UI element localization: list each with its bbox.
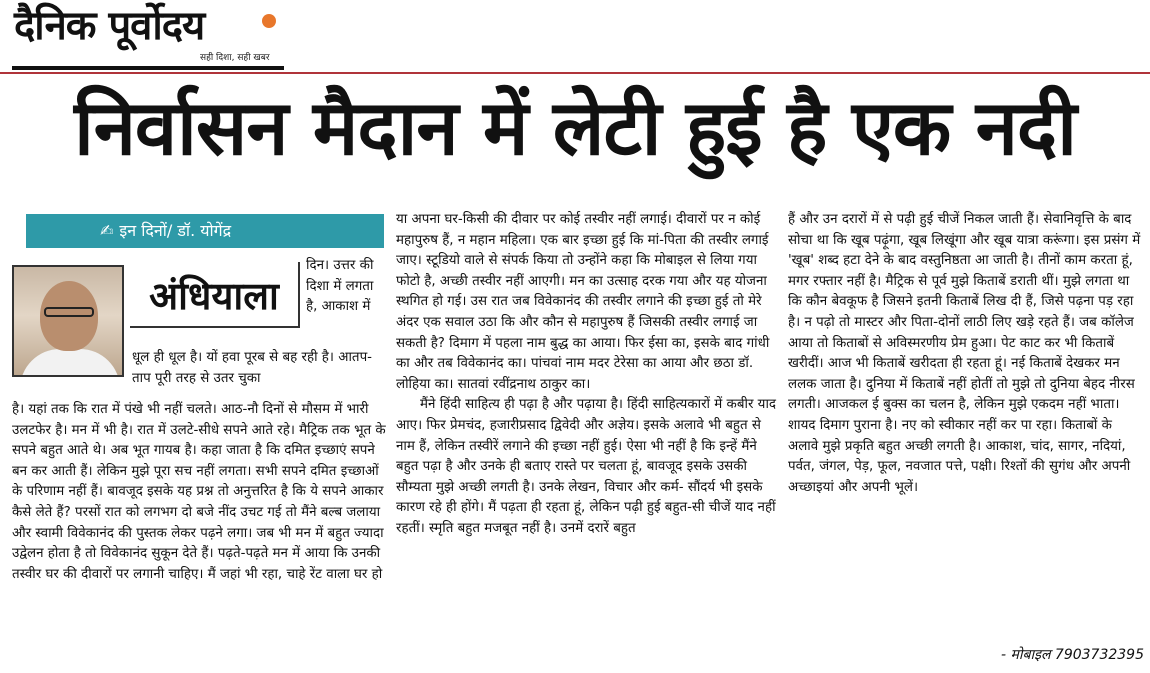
byline-text: इन दिनों/ डॉ. योगेंद्र — [119, 221, 232, 240]
article-paragraph: हैं और उन दरारों में से पढ़ी हुई चीजें निकल जाती हैं। सेवानिवृत्ति के बाद सोचा था कि खूब पढ़ूंगा, खूब लिखूंगा और खूब यात्रा करूंगा। इस प्रसंग में 'खूब' शब्द हटा देने के बाद वस्तुनिष्ठता आ जाती है। तीनों काम करता हूं, मगर रफ्तार नहीं है। मैट्रिक से पूर्व मुझे किताबें डराती थीं। मुझे लगता था कि कौन बेवकूफ है जिसने इतनी किताबें लिख दी हैं, जिसे पढ़ना पड़ रहा है। न पढ़ो तो मास्टर और पिता-दोनों लाठी लिए खड़े रहते हैं। जब कॉलेज आया तो किताबों से अविस्मरणीय प्रेम हुआ। पेट काट कर भी किताबें खरीदीं। आज भी किताबें खरीदता ही रहता हूं। नई किताबें देखकर मन ललक जाता है। दुनिया में किताबें नहीं होतीं तो मुझे तो दुनिया बेहद नीरस लगती। आजकल ई बुक्स का चलन है, लेकिन मुझे एकदम नहीं भाता। शायद दिमाग पुराना है। नए को स्वीकार नहीं कर पा रहा। किताबों के अलावे मुझे प्रकृति बहुत अच्छी लगती है। आकाश, चांद, सागर, नदियां, पर्वत, जंगल, पेड़, फूल, नवजात पत्ते, पक्षी। रिश्तों की सुगंध और अपनी अच्छाइयां और अपनी भूलें। — [788, 212, 1141, 495]
author-photo — [12, 265, 124, 377]
pen-icon: ✍ — [100, 221, 114, 240]
logo-tagline: सही दिशा, सही खबर — [200, 53, 270, 63]
masthead — [0, 0, 1150, 74]
column-title-underline — [130, 326, 300, 328]
author-contact: - मोबाइल 7903732395 — [1000, 647, 1144, 663]
article-col3 — [788, 210, 1146, 498]
byline-bar — [26, 214, 384, 248]
column-title-rule — [298, 262, 300, 328]
headline: निर्वासन मैदान में लेटी हुई है एक नदी — [74, 83, 1076, 172]
article-col2 — [396, 210, 778, 540]
article-col1-rest: है। यहां तक कि रात में पंखे भी नहीं चलते। आठ-नौ दिनों से मौसम में भारी उलटफेर है। मन में भी है। रात में उलटे-सीधे सपने आते रहे। मैट्रिक तक भूत के सपने बहुत आते थे। अब भूत गायब है। कहा जाता है कि दमित इच्छाएं सपने बन कर आती हैं। लेकिन मुझे पूरा सच नहीं लगता। सभी सपने दमित इच्छाओं के परिणाम नहीं हैं। बावजूद इसके यह प्रश्न तो अनुत्तरित है कि ये सपने आकार कैसे लेते हैं? परसों रात को लगभग दो बजे नींद उचट गई तो मैंने बल्ब जलाया और स्वामी विवेकानंद की पुस्तक लेकर पढ़ने लगा। जब भी मन में बहुत ज्यादा उद्वेलन होता है तो विवेकानंद सुकून देते हैं। पढ़ते-पढ़ते मन में आया कि उनकी तस्वीर घर की दीवारों पर लगानी चाहिए। मैं जहां भी रहा, चाहे रेंट वाला घर हो — [12, 402, 386, 582]
logo-underline — [12, 66, 284, 70]
masthead-rule — [0, 72, 1150, 74]
column-title: अंधियाला — [149, 274, 279, 318]
article-paragraph: मैंने हिंदी साहित्य ही पढ़ा है और पढ़ाया है। हिंदी साहित्यकारों में कबीर याद आए। फिर प्रेमचंद, हजारीप्रसाद द्विवेदी और अज्ञेय। इसके अलावे भी बहुत से नाम हैं, लेकिन तस्वीरें लगाने की इच्छा नहीं हुई। ऐसा भी नहीं है कि इन्हें मैंने बहुत पढ़ा है और उनके ही बताए रास्ते पर चलता हूं, बावजूद इसके उसकी सौम्यता मुझे अच्छी लगती है। उनके लेखन, विचार और कर्म- सौंदर्य भी इसके कारण रहे ही होंगे। मैं पढ़ता ही रहता हूं, लेकिन पढ़ी हुई बहुत-सी चीजें याद नहीं रहतीं। स्मृति बहुत मजबूत नहीं है। उनमें दरारें बहुत — [396, 397, 777, 536]
article-col1-top: दिन। उत्तर की दिशा में लगता है, आकाश में — [306, 258, 374, 315]
article-col1-mid: धूल ही धूल है। यों हवा पूरब से बह रही है। आतप-ताप पूरी तरह से उतर चुका — [132, 350, 373, 386]
newspaper-logo: दैनिक पूर्वोदय — [14, 3, 205, 49]
logo-sun-icon — [262, 14, 276, 28]
article-paragraph: या अपना घर-किसी की दीवार पर कोई तस्वीर नहीं लगाई। दीवारों पर न कोई महापुरुष हैं, न महान महिला। एक बार इच्छा हुई कि मां-पिता की तस्वीर लगाई जाए। स्टूडियो वाले से संपर्क किया तो उन्होंने कहा कि मोबाइल से लिया गया फोटो है, अच्छी तस्वीर नहीं आएगी। मन का उत्साह दरक गया और यह योजना स्थगित हो गई। उस रात जब विवेकानंद की तस्वीर लगाने की इच्छा हुई तो मेरे अंदर एक सवाल उठा कि और कौन से महापुरुष हैं जिसकी तस्वीर लगाई जा सकती है? दिमाग में पहला नाम बुद्ध का आया। फिर ईसा का, इसके बाद गांधी का और तब विवेकानंद का। पांचवां नाम मदर टेरेसा का आया और छठा डॉ. लोहिया का। सातवां रवींद्रनाथ ठाकुर का। — [396, 212, 770, 392]
